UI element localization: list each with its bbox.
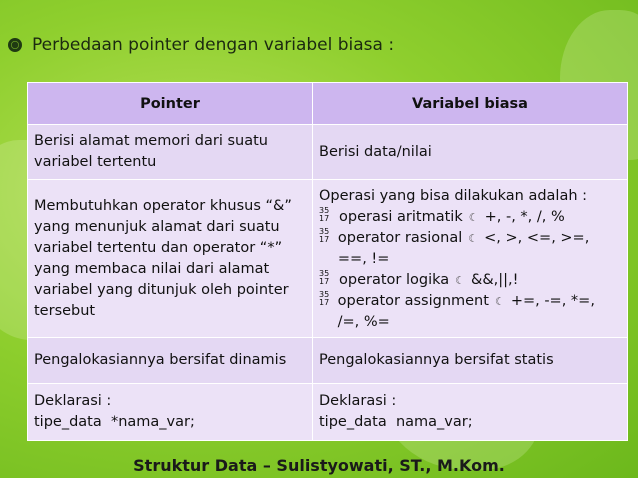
bullet-icon xyxy=(8,38,22,52)
cell-variabel: Berisi data/nilai xyxy=(313,125,628,180)
table-row xyxy=(28,338,628,384)
moon-icon: ☾ xyxy=(468,232,479,245)
moon-icon: ☾ xyxy=(455,274,466,287)
table-row xyxy=(28,125,628,180)
moon-icon: ☾ xyxy=(494,295,505,308)
cell-pointer: Berisi alamat memori dari suatu variabel tertentu xyxy=(28,125,313,180)
list-item: 35 17 operasi aritmatik ☾ +, -, *, /, % xyxy=(319,206,565,225)
bullet-symbol-icon: 35 17 xyxy=(319,227,330,244)
cell-pointer: Deklarasi : tipe_data *nama_var; xyxy=(28,384,313,441)
header-variabel-biasa: Variabel biasa xyxy=(313,83,628,125)
list-item: 35 17 operator rasional ☾ <, >, <=, >=, ==, != xyxy=(319,227,590,267)
heading-row xyxy=(8,35,394,55)
header-pointer: Pointer xyxy=(28,83,313,125)
bullet-symbol-icon: 35 17 xyxy=(319,290,330,307)
table-header-row xyxy=(28,83,628,125)
table-row xyxy=(28,180,628,338)
cell-pointer: Pengalokasiannya bersifat dinamis xyxy=(28,338,313,384)
cell-variabel: Deklarasi : tipe_data nama_var; xyxy=(313,384,628,441)
cell-pointer: Membutuhkan operator khusus “&” yang menunjuk alamat dari suatu variabel tertentu dan operator “*” yang membaca nilai dari alamat variabel yang ditunjuk oleh pointer tersebut xyxy=(28,180,313,338)
slide-footer: Struktur Data – Sulistyowati, ST., M.Kom. xyxy=(133,455,505,475)
bullet-symbol-icon: 35 17 xyxy=(319,206,330,223)
slide-heading: Perbedaan pointer dengan variabel biasa : xyxy=(32,35,395,55)
bullet-symbol-icon: 35 17 xyxy=(319,269,330,286)
list-item: 35 17 operator assignment ☾ +=, -=, *=, /=, %= xyxy=(319,290,595,330)
moon-icon: ☾ xyxy=(468,211,479,224)
list-item: 35 17 operator logika ☾ &&,||,! xyxy=(319,269,519,288)
table-row xyxy=(28,384,628,441)
comparison-table xyxy=(27,82,628,441)
cell-variabel: Pengalokasiannya bersifat statis xyxy=(313,338,628,384)
cell-variabel-operations xyxy=(313,180,628,338)
operations-intro: Operasi yang bisa dilakukan adalah : xyxy=(319,188,588,204)
